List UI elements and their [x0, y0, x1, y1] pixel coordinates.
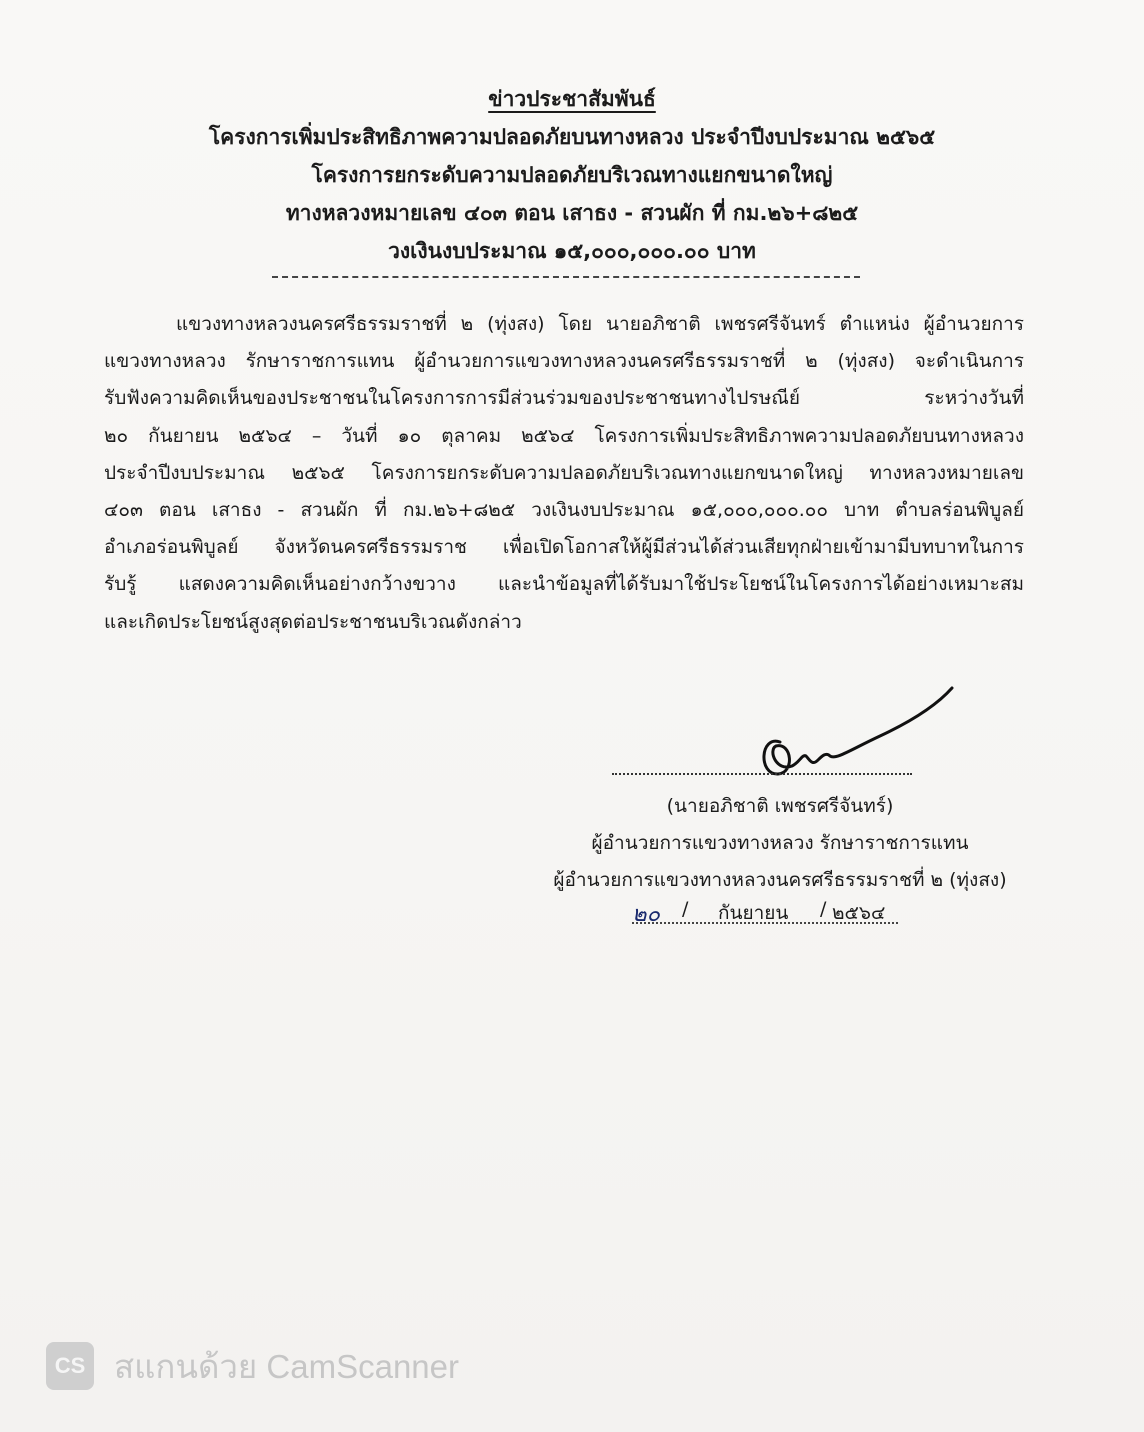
watermark-text: สแกนด้วย CamScanner: [114, 1347, 460, 1385]
header-budget-line: วงเงินงบประมาณ ๑๕,๐๐๐,๐๐๐.๐๐ บาท: [388, 239, 756, 263]
signer-position: ผู้อำนวยการแขวงทางหลวง รักษาราชการแทน: [591, 832, 969, 854]
document-title: ข่าวประชาสัมพันธ์: [488, 87, 656, 111]
body-line: รับฟังความคิดเห็นของประชาชนในโครงการการมีส่วนร่วมของประชาชนทางไปรษณีย์ ระหว่างวันที่: [104, 387, 1024, 410]
date-separator: /: [820, 898, 827, 920]
header-subproject-line: โครงการยกระดับความปลอดภัยบริเวณทางแยกขนาดใหญ่: [311, 163, 833, 187]
body-paragraph: [104, 306, 1024, 641]
body-line: อำเภอร่อนพิบูลย์ จังหวัดนครศรีธรรมราช เพื่อเปิดโอกาสให้ผู้มีส่วนได้ส่วนเสียทุกฝ่ายเข้ามามีบทบาทในการ: [104, 536, 1024, 559]
date-year: ๒๕๖๔: [832, 902, 886, 924]
date-month: กันยายน: [718, 902, 789, 924]
body-line: ๒๐ กันยายน ๒๕๖๔ – วันที่ ๑๐ ตุลาคม ๒๕๖๔ โครงการเพิ่มประสิทธิภาพความปลอดภัยบนทางหลวง: [104, 424, 1024, 447]
date-separator: /: [682, 898, 689, 920]
signature-date: [632, 896, 932, 930]
header-highway-line: ทางหลวงหมายเลข ๔๐๓ ตอน เสาธง - สวนผัก ที่ กม.๒๖+๘๒๕: [285, 201, 859, 225]
signer-name: (นายอภิชาติ เพชรศรีจันทร์): [666, 795, 894, 817]
signature-line: [612, 773, 912, 775]
body-line: แขวงทางหลวงนครศรีธรรมราชที่ ๒ (ทุ่งสง) โดย นายอภิชาติ เพชรศรีจันทร์ ตำแหน่ง ผู้อำนวยการ: [176, 313, 1024, 335]
header-divider: [272, 276, 860, 278]
body-line: และเกิดประโยชน์สูงสุดต่อประชาชนบริเวณดังกล่าว: [104, 610, 522, 633]
date-dotted-line: [632, 922, 898, 924]
signer-position-full: ผู้อำนวยการแขวงทางหลวงนครศรีธรรมราชที่ ๒ (ทุ่งสง): [553, 869, 1007, 891]
body-line: รับรู้ แสดงความคิดเห็นอย่างกว้างขวาง และนำข้อมูลที่ได้รับมาใช้ประโยชน์ในโครงการได้อย่างเหมาะสม: [104, 573, 1024, 596]
header-project-line: โครงการเพิ่มประสิทธิภาพความปลอดภัยบนทางหลวง ประจำปีงบประมาณ ๒๕๖๕: [208, 125, 936, 149]
document-header: [0, 80, 1144, 270]
date-day: ๒๐: [632, 902, 660, 927]
body-line: แขวงทางหลวง รักษาราชการแทน ผู้อำนวยการแขวงทางหลวงนครศรีธรรมราชที่ ๒ (ทุ่งสง) จะดำเนินการ: [104, 350, 1024, 373]
signature-block: [500, 788, 1060, 899]
body-line: ๔๐๓ ตอน เสาธง - สวนผัก ที่ กม.๒๖+๘๒๕ วงเงินงบประมาณ ๑๕,๐๐๐,๐๐๐.๐๐ บาท ตำบลร่อนพิบูลย์: [104, 499, 1024, 522]
camscanner-watermark: [46, 1340, 459, 1392]
camscanner-icon: CS: [46, 1342, 94, 1390]
body-line: ประจำปีงบประมาณ ๒๕๖๕ โครงการยกระดับความปลอดภัยบริเวณทางแยกขนาดใหญ่ ทางหลวงหมายเลข: [104, 461, 1024, 484]
